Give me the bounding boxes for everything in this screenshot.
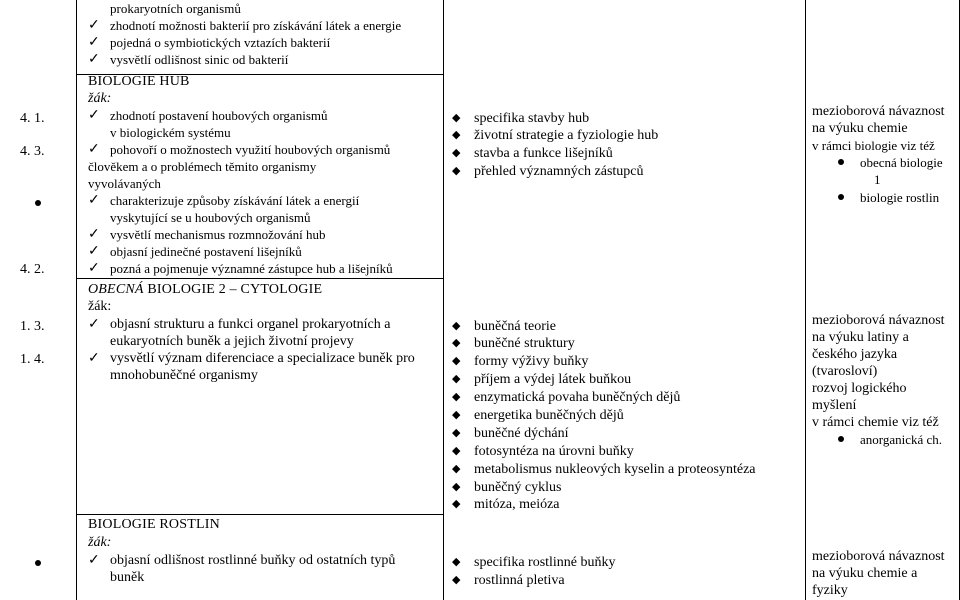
outcome-text: objasní jedinečné postavení lišejníků [110,244,302,259]
diamond-bullet-icon: ◆ [452,373,461,385]
topic-text: buněčné dýchání [474,426,569,441]
note-text: rozvoj logického [812,381,907,396]
outcome-text: vyskytující se u houbových organismů [110,210,311,225]
checkmark-icon: ✓ [88,261,100,276]
topic-text: buněčné struktury [474,336,575,351]
checkmark-icon: ✓ [88,553,100,568]
student-label: žák: [88,91,112,106]
checkmark-icon: ✓ [88,18,100,33]
note-text: českého jazyka [812,347,898,362]
note-text: v rámci chemie viz též [812,415,939,430]
note-text: myšlení [812,398,857,413]
checkmark-icon: ✓ [88,227,100,242]
note-text: na výuku chemie a [812,566,918,581]
code-label: 1. 4. [20,352,45,367]
note-text: anorganická ch. [860,432,943,447]
outcome-text: v biologickém systému [110,125,231,140]
section-heading [88,281,322,298]
column-divider-1 [76,0,77,600]
note-text: mezioborová návaznost [812,104,945,119]
outcome-text: prokaryotních organismů [110,1,241,16]
diamond-bullet-icon: ◆ [452,445,461,457]
diamond-bullet-icon: ◆ [452,574,461,586]
outcome-text: vysvětlí mechanismus rozmnožování hub [110,227,326,242]
outcome-text: charakterizuje způsoby získávání látek a energií [110,193,360,208]
section-heading: BIOLOGIE ROSTLIN [88,517,220,532]
checkmark-icon: ✓ [88,193,100,208]
outcome-text: mnohobuněčné organismy [110,368,258,383]
heading-italic-part: OBECNÁ [88,282,144,297]
note-text: v rámci biologie viz též [812,138,935,153]
note-text: 1 [874,172,881,187]
note-text: obecná biologie [860,155,943,170]
topic-text: energetika buněčných dějů [474,408,624,423]
checkmark-icon: ✓ [88,351,100,366]
diamond-bullet-icon: ◆ [452,481,461,493]
outcome-text: člověkem a o problémech těmito organismy [88,159,317,174]
outcome-text: eukaryotních buněk a jejich životní projevy [110,334,354,349]
bullet-dot [35,560,41,566]
note-text: na výuku chemie [812,121,908,136]
outcome-text: pohovoří o možnostech využití houbových organismů [110,142,391,157]
diamond-bullet-icon: ◆ [452,337,461,349]
topic-text: mitóza, meióza [474,497,560,512]
topic-text: specifika rostlinné buňky [474,555,616,570]
diamond-bullet-icon: ◆ [452,391,461,403]
topic-text: formy výživy buňky [474,354,589,369]
note-text: fyziky [812,583,848,598]
outcome-text: buněk [110,570,145,585]
column-divider-2 [443,0,444,600]
diamond-bullet-icon: ◆ [452,320,461,332]
topic-text: enzymatická povaha buněčných dějů [474,390,681,405]
outcome-text: vysvětlí odlišnost sinic od bakterií [110,52,289,67]
section-heading: BIOLOGIE HUB [88,74,190,89]
outcome-text: objasní odlišnost rostlinné buňky od ostatních typů [110,553,396,568]
code-label: 4. 1. [20,111,45,126]
student-label: žák: [88,299,112,314]
topic-text: přehled významných zástupců [474,164,644,179]
bullet-dot [838,436,844,442]
checkmark-icon: ✓ [88,35,100,50]
code-label: 4. 2. [20,262,45,277]
topic-text: specifika stavby hub [474,111,590,126]
topic-text: buněčná teorie [474,319,557,334]
note-text: mezioborová návaznost [812,313,945,328]
topic-text: stavba a funkce lišejníků [474,146,613,161]
student-label: žák: [88,535,112,550]
diamond-bullet-icon: ◆ [452,112,461,124]
code-label: 1. 3. [20,319,45,334]
diamond-bullet-icon: ◆ [452,165,461,177]
section-divider [76,514,443,515]
diamond-bullet-icon: ◆ [452,129,461,141]
checkmark-icon: ✓ [88,142,100,157]
code-label: 4. 3. [20,144,45,159]
topic-text: příjem a výdej látek buňkou [474,372,632,387]
diamond-bullet-icon: ◆ [452,463,461,475]
topic-text: buněčný cyklus [474,480,562,495]
outcome-text: zhodnotí postavení houbových organismů [110,108,328,123]
bullet-dot [838,194,844,200]
outcome-text: objasní strukturu a funkci organel prokaryotních a [110,317,391,332]
checkmark-icon: ✓ [88,52,100,67]
note-text: biologie rostlin [860,190,940,205]
checkmark-icon: ✓ [88,108,100,123]
topic-text: metabolismus nukleových kyselin a proteosyntéza [474,462,756,477]
checkmark-icon: ✓ [88,317,100,332]
heading-rest-part: BIOLOGIE 2 – CYTOLOGIE [147,282,323,297]
outcome-text: pozná a pojmenuje významné zástupce hub a lišejníků [110,261,393,276]
topic-text: rostlinná pletiva [474,573,565,588]
note-text: na výuku latiny a [812,330,909,345]
outcome-text: zhodnotí možnosti bakterií pro získávání látek a energie [110,18,402,33]
diamond-bullet-icon: ◆ [452,498,461,510]
column-divider-3 [805,0,806,600]
bullet-dot [838,159,844,165]
note-text: (tvarosloví) [812,364,878,379]
topic-text: životní strategie a fyziologie hub [474,128,659,143]
diamond-bullet-icon: ◆ [452,556,461,568]
diamond-bullet-icon: ◆ [452,427,461,439]
diamond-bullet-icon: ◆ [452,147,461,159]
bullet-dot [35,200,41,206]
diamond-bullet-icon: ◆ [452,409,461,421]
outcome-text: vysvětlí význam diferenciace a specializace buněk pro [110,351,415,366]
note-text: mezioborová návaznost [812,549,945,564]
outcome-text: pojedná o symbiotických vztazích bakterií [110,35,331,50]
section-divider [76,278,443,279]
diamond-bullet-icon: ◆ [452,355,461,367]
topic-text: fotosyntéza na úrovni buňky [474,444,634,459]
outcome-text: vyvolávaných [88,176,161,191]
checkmark-icon: ✓ [88,244,100,259]
